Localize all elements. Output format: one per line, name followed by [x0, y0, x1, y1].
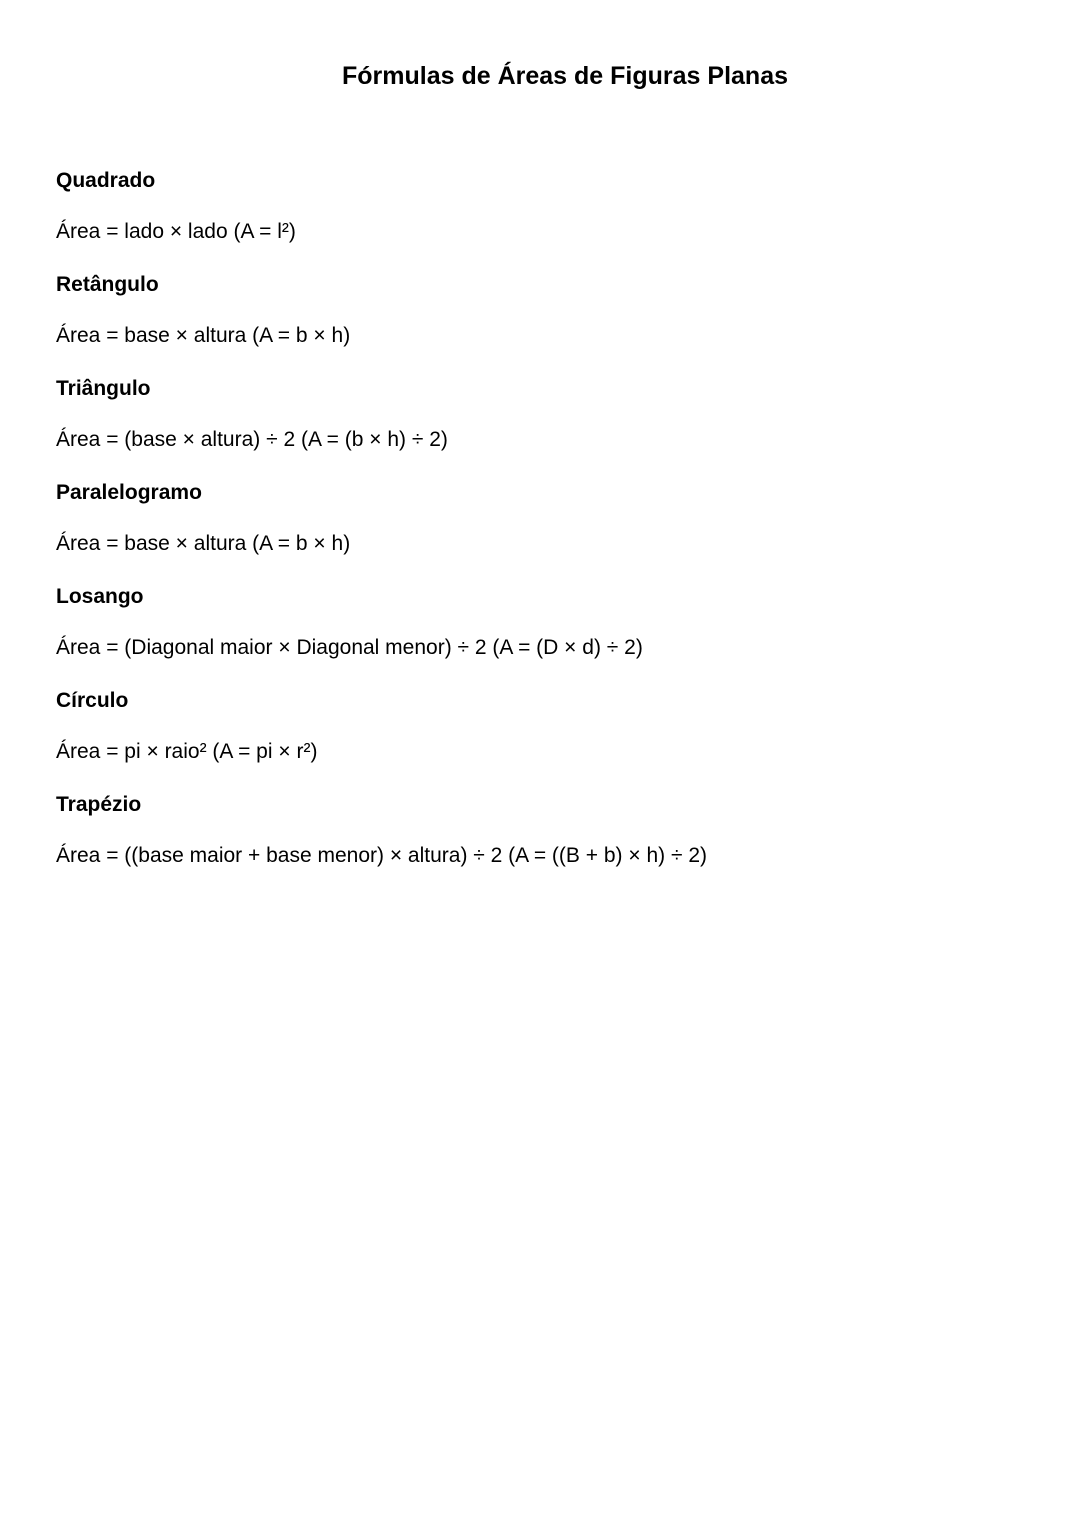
- section-circulo: [56, 688, 1024, 765]
- section-triangulo: [56, 376, 1024, 453]
- section-losango: [56, 584, 1024, 661]
- formula-list: [56, 168, 1024, 869]
- section-formula: Área = base × altura (A = b × h): [56, 532, 351, 555]
- section-formula: Área = pi × raio² (A = pi × r²): [56, 740, 318, 763]
- section-formula: Área = ((base maior + base menor) × altura) ÷ 2 (A = ((B + b) × h) ÷ 2): [56, 844, 707, 867]
- section-formula: Área = (base × altura) ÷ 2 (A = (b × h) ÷ 2): [56, 428, 448, 451]
- section-heading: Losango: [56, 585, 144, 608]
- section-paralelogramo: [56, 480, 1024, 557]
- section-formula: Área = lado × lado (A = l²): [56, 220, 296, 243]
- section-formula: Área = base × altura (A = b × h): [56, 324, 351, 347]
- section-heading: Triângulo: [56, 377, 151, 400]
- page-title: Fórmulas de Áreas de Figuras Planas: [342, 62, 788, 90]
- section-quadrado: [56, 168, 1024, 245]
- section-retangulo: [56, 272, 1024, 349]
- section-heading: Quadrado: [56, 169, 156, 192]
- section-heading: Retângulo: [56, 273, 159, 296]
- section-trapezio: [56, 792, 1024, 869]
- section-heading: Paralelogramo: [56, 481, 202, 504]
- section-heading: Círculo: [56, 689, 129, 712]
- section-heading: Trapézio: [56, 793, 142, 816]
- section-formula: Área = (Diagonal maior × Diagonal menor) ÷ 2 (A = (D × d) ÷ 2): [56, 636, 643, 659]
